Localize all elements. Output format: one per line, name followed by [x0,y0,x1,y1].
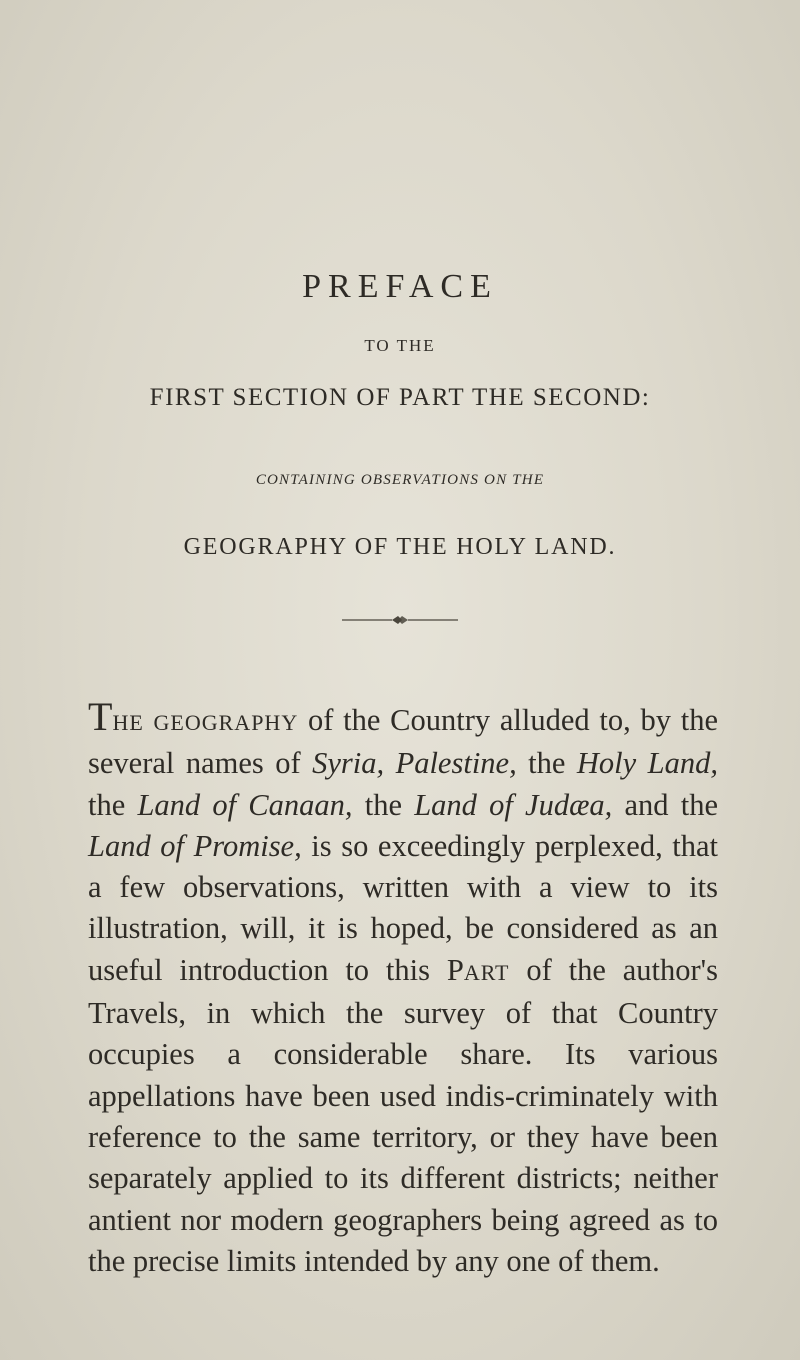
term-canaan: Land of Canaan, [137,787,353,822]
term-holy-land: Holy Land, [576,746,718,781]
text-run: the [352,787,415,822]
preface-paragraph [88,694,719,1282]
heading-containing: CONTAINING OBSERVATIONS ON THE [255,472,545,488]
term-promise: Land of Promise, [88,828,302,863]
dropcap: T [88,694,113,739]
text-run: of the author's Travels, in which the survey of that Country occupies a considerable share. Its various appellations have been used indis-criminately with reference to the same territory, or they have been separately applied to its different districts; neither antient nor modern geographers being agreed as to the precise limits intended by any one of them. [88,952,719,1278]
part-rest: ART [463,959,510,985]
term-syria: Syria, [312,746,385,781]
text-run: and the [612,787,718,822]
geography-word: GEOGRAPHY [153,710,299,735]
text-run: is so exceedingly perplexed, that a few observations, written with a view to its illustration, will, it is hoped, be considered as an useful introduction to this [88,828,718,987]
term-palestine: Palestine, [395,746,517,781]
first-word-rest: HE [112,710,144,735]
part-cap: P [446,952,464,987]
text-run: of the Country alluded to, by the several names of [88,703,719,781]
text-run: the [516,746,577,781]
heading-subject: GEOGRAPHY OF THE HOLY LAND. [183,534,617,560]
heading-to-the: TO THE [364,336,436,355]
text-run: the [88,787,138,822]
ornament-rule [340,614,460,626]
heading-section: FIRST SECTION OF PART THE SECOND: [149,384,651,411]
text-run [384,746,395,780]
page-title: PREFACE [302,268,498,305]
term-judaea: Land of Judæa, [414,787,613,822]
